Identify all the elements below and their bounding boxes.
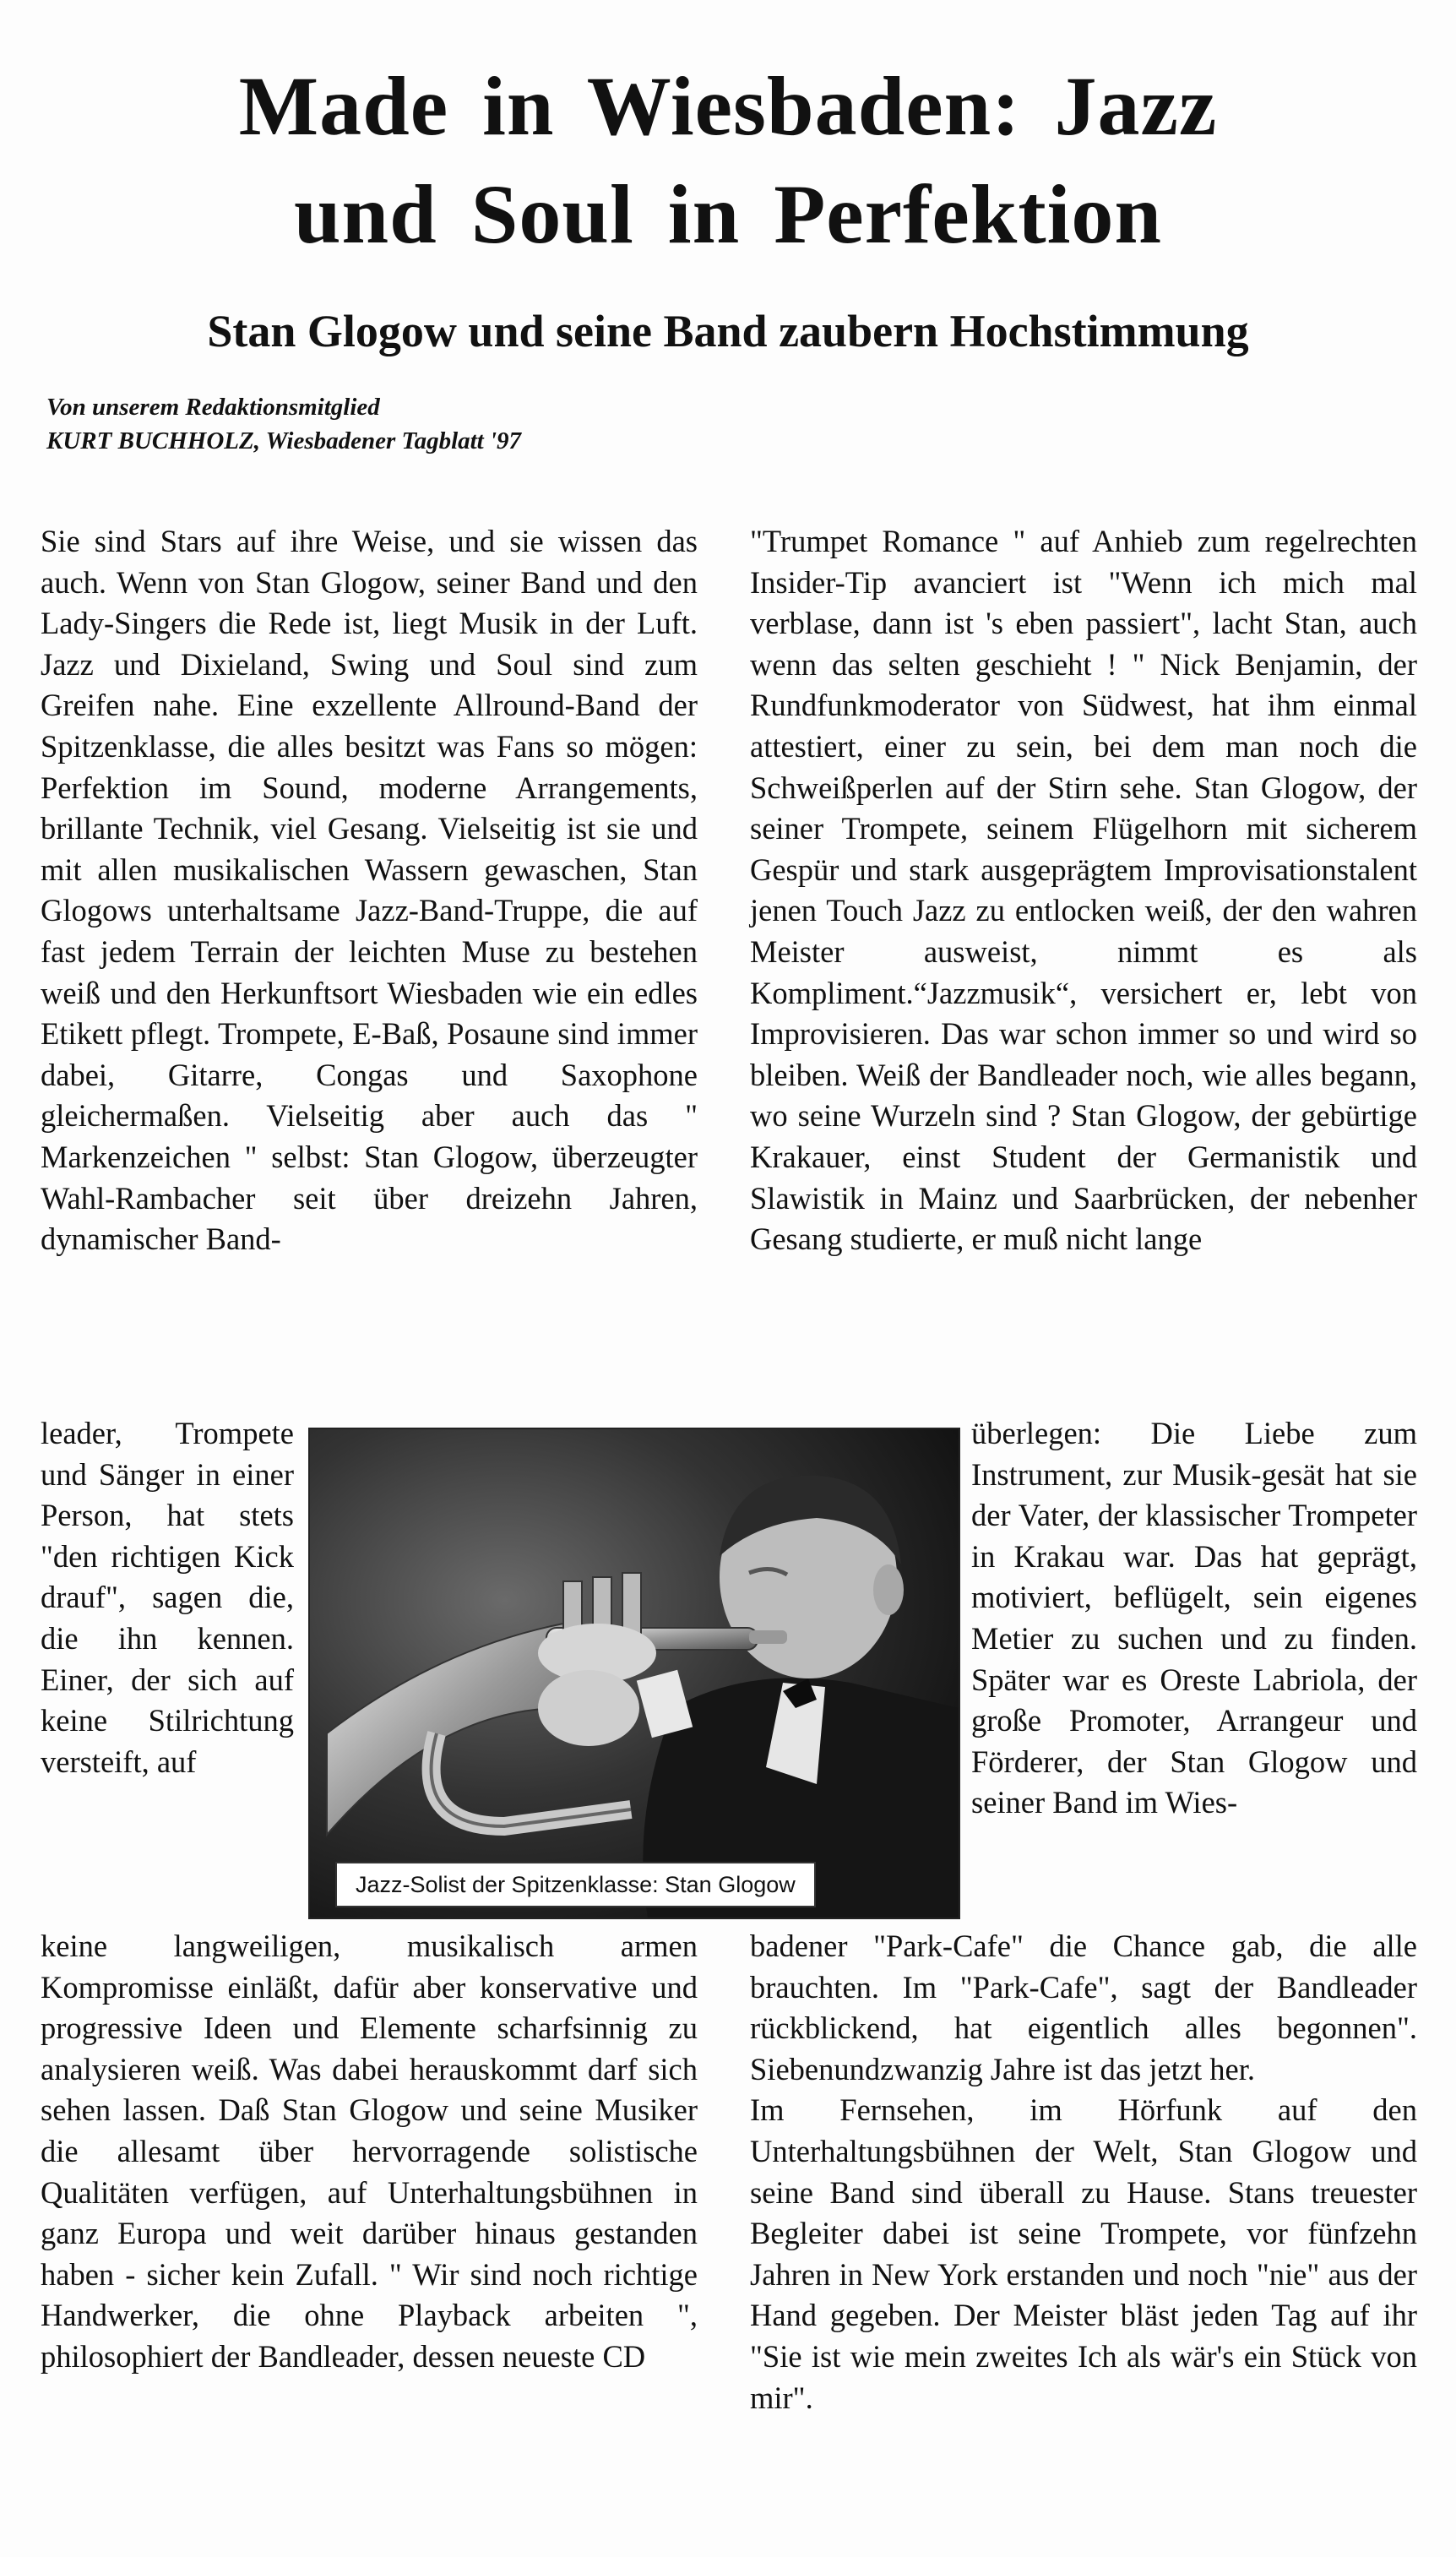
headline (0, 52, 1456, 269)
left-column-top-text (41, 521, 698, 1260)
subheadline: Stan Glogow und seine Band zaubern Hochstimmung (207, 306, 1249, 356)
paragraph: überlegen: Die Liebe zum Instrument, zur Musik-gesät hat sie der Vater, der klassischer Trompeter in Krakau war. Das hat geprägt, motiviert, beflügelt, sein eigenes Metier zu suchen und zu finden. Später war es Oreste Labriola, der große Promoter, Arrangeur und Förderer, der Stan Glogow und seiner Band im Wies- (971, 1416, 1417, 1820)
paragraph: badener "Park-Cafe" die Chance gab, die alle brauchten. Im "Park-Cafe", sagt der Bandleader rückblickend, hat eigentlich alles begonnen". Siebenundzwanzig Jahre ist das jetzt her. (750, 1929, 1417, 2086)
byline-line-2: KURT BUCHHOLZ, Wiesbadener Tagblatt '97 (46, 427, 522, 454)
photo-caption: Jazz-Solist der Spitzenklasse: Stan Glogow (335, 1862, 816, 1907)
headline-line-1: Made in Wiesbaden: Jazz (238, 59, 1218, 153)
paragraph: Im Fernsehen, im Hörfunk auf den Unterhaltungsbühnen der Welt, Stan Glogow und seine Band sind überall zu Hause. Stans treuester Begleiter dabei ist seine Trompete, vor fünfzehn Jahren in New York erstanden und noch "nie" aus der Hand gegeben. Der Meister bläst jeden Tag auf ihr "Sie ist wie mein zweites Ich als wär's ein Stück von mir". (750, 2092, 1417, 2415)
left-column-bottom-text (41, 1926, 698, 2378)
musician-photo (308, 1428, 960, 1919)
left-column-wrap-text (41, 1413, 294, 1782)
byline-line-1: Von unserem Redaktionsmitglied (46, 394, 380, 421)
paragraph: keine langweiligen, musikalisch armen Kompromisse einläßt, dafür aber konservative und progressive Ideen und Elemente scharfsinnig zu analysieren weiß. Was dabei herauskommt darf sich sehen lassen. Daß Stan Glogow und seine Musiker die allesamt über hervorragende solistische Qualitäten verfügen, auf Unterhaltungsbühnen in ganz Europa und weit darüber hinaus gestanden haben - sicher kein Zufall. " Wir sind noch richtige Handwerker, die ohne Playback arbeiten ", philosophiert der Bandleader, dessen neueste CD (41, 1929, 698, 2374)
trumpet-player-illustration (310, 1429, 959, 1918)
paragraph: Sie sind Stars auf ihre Weise, und sie wissen das auch. Wenn von Stan Glogow, seiner Band und den Lady-Singers die Rede ist, liegt Musik in der Luft. Jazz und Dixieland, Swing und Soul sind zum Greifen nahe. Eine exzellente Allround-Band der Spitzenklasse, die alles besitzt was Fans so mögen: Perfektion im Sound, moderne Arrangements, brillante Technik, viel Gesang. Vielseitig ist sie und mit allen musikalischen Wassern gewaschen, Stan Glogows unterhaltsame Jazz-Band-Truppe, die auf fast jedem Terrain der leichten Muse zu bestehen weiß und den Herkunftsort Wiesbaden wie ein edles Etikett pflegt. Trompete, E-Baß, Posaune sind immer dabei, Gitarre, Congas und Saxophone gleichermaßen. Vielseitig aber auch das " Markenzeichen " selbst: Stan Glogow, überzeugter Wahl-Rambacher seit über dreizehn Jahren, dynamischer Band- (41, 524, 698, 1257)
paragraph: "Trumpet Romance " auf Anhieb zum regelrechten Insider-Tip avanciert ist "Wenn ich mich mal verblase, dann ist 's eben passiert", lacht Stan, auch wenn das selten geschieht ! " Nick Benjamin, der Rundfunkmoderator von Südwest, hat ihm einmal attestiert, einer zu sein, bei dem man noch die Schweißperlen auf der Stirn sehe. Stan Glogow, der seiner Trompete, seinem Flügelhorn mit sicherem Gespür und stark ausgeprägtem Improvisationstalent jenen Touch Jazz zu entlocken weiß, der den wahren Meister ausweist, nimmt es als Kompliment.“Jazzmusik“, versichert er, lebt von Improvisieren. Das war schon immer so und wird so bleiben. Weiß der Bandleader noch, wie alles begann, wo seine Wurzeln sind ? Stan Glogow, der gebürtige Krakauer, einst Student der Germanistik und Slawistik in Mainz und Saarbrücken, der nebenher Gesang studierte, er muß nicht lange (750, 524, 1417, 1257)
paragraph: leader, Trompete und Sänger in einer Person, hat stets "den richtigen Kick drauf", sagen die, die ihn kennen. Einer, der sich auf keine Stilrichtung versteift, auf (41, 1416, 294, 1779)
byline (46, 390, 521, 458)
right-column-top-text (750, 521, 1417, 1260)
right-column-wrap-text (971, 1413, 1417, 1824)
right-column-bottom-text (750, 1926, 1417, 2418)
headline-line-2: und Soul in Perfektion (293, 167, 1163, 261)
